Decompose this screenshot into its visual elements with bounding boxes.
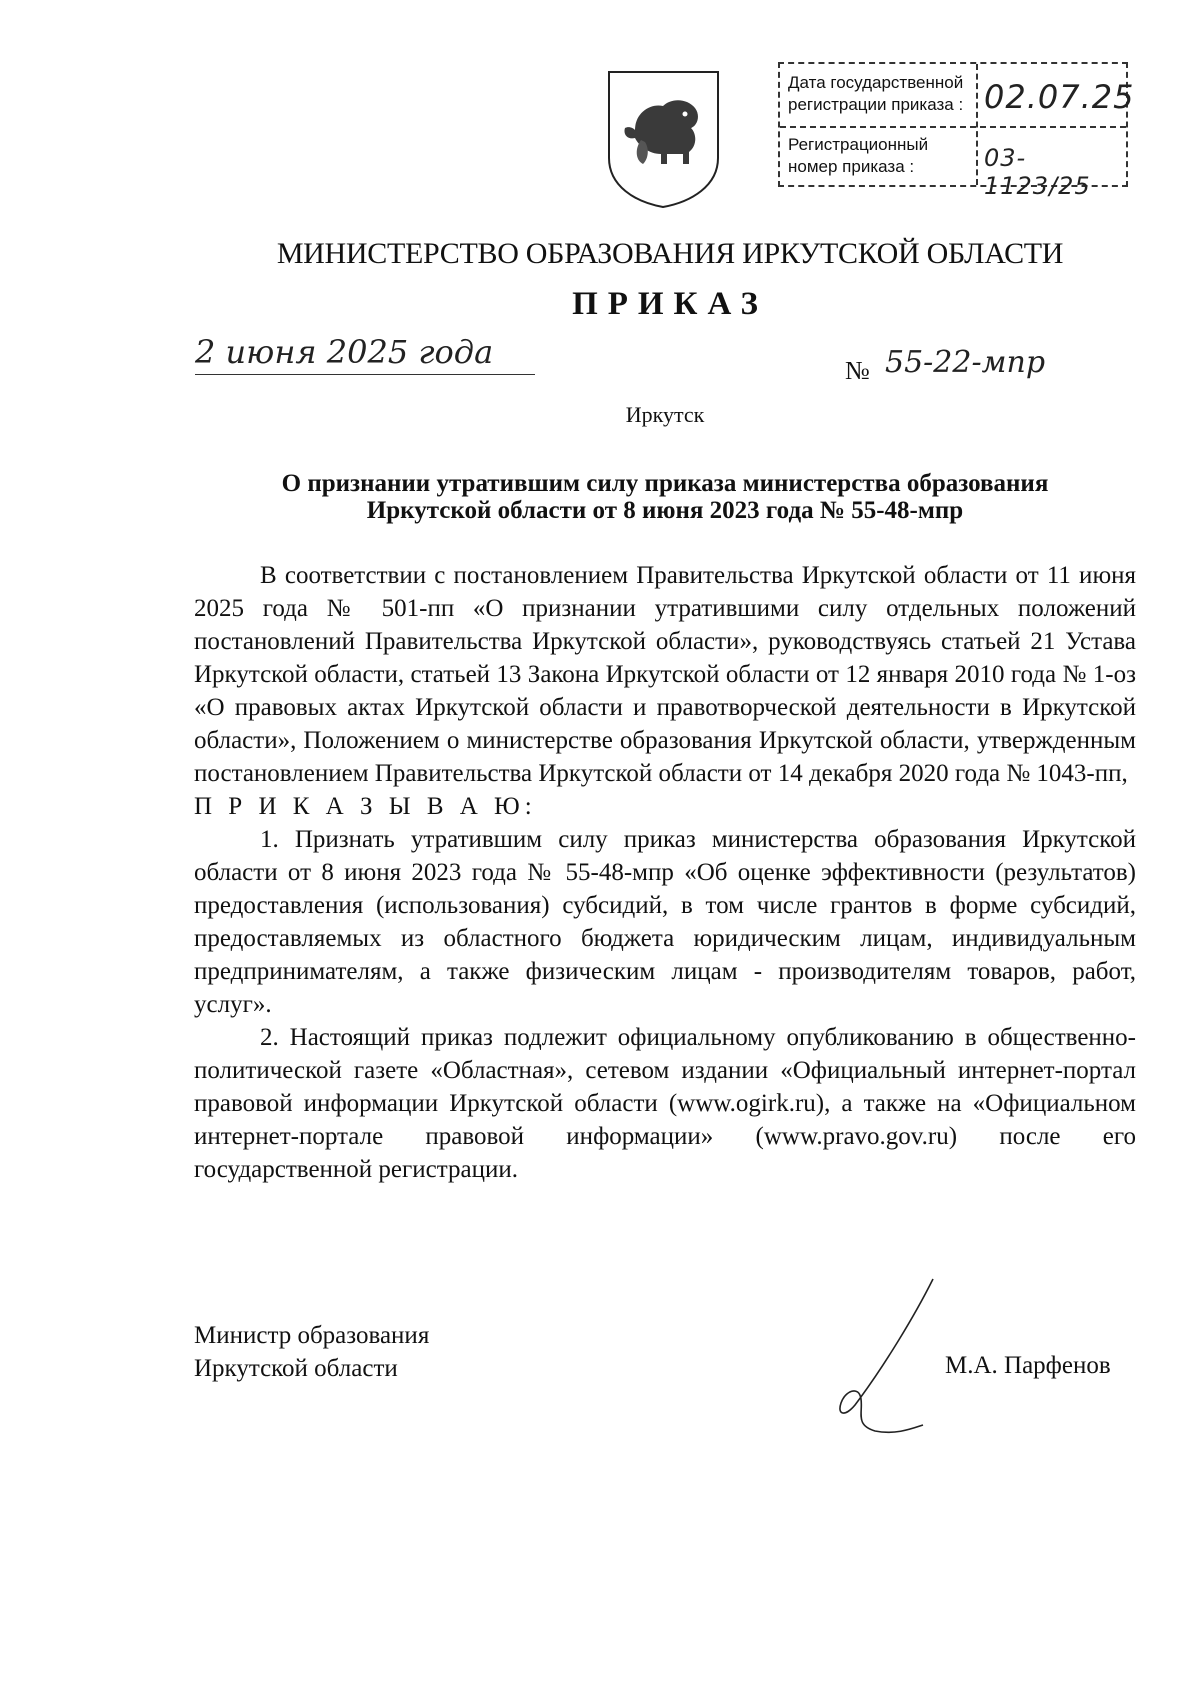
heading-line-2: Иркутской области от 8 июня 2023 года № 55-48-мпр (366, 497, 964, 524)
document-type-title: ПРИКАЗ (572, 286, 768, 322)
stamp-number-label-line2: номер приказа : (788, 157, 915, 176)
ministry-name: МИНИСТЕРСТВО ОБРАЗОВАНИЯ ИРКУТСКОЙ ОБЛАСТИ (276, 237, 1064, 270)
stamp-date-label-line1: Дата государственной (788, 73, 964, 92)
order-number-handwritten: 55-22-мпр (885, 345, 1046, 380)
stamp-date-value: 02.07.25 (984, 78, 1135, 116)
signer-name: М.А. Парфенов (945, 1352, 1111, 1379)
city-name: Иркутск (625, 402, 705, 427)
handwritten-signature (815, 1275, 965, 1435)
stamp-date-label-line2: регистрации приказа : (788, 95, 964, 114)
decree-word: П Р И К А З Ы В А Ю: (194, 793, 537, 820)
stamp-number-value: 03-1123/25 (984, 144, 1091, 200)
document-body (194, 559, 1136, 1186)
stamp-number-label-line1: Регистрационный (788, 135, 929, 154)
coat-of-arms-emblem (605, 68, 722, 209)
signer-position-line-2: Иркутской области (194, 1355, 398, 1382)
number-sign: № (845, 356, 870, 385)
item-2-paragraph: 2. Настоящий приказ подлежит официальному опубликованию в общественно-политической газете «Областная», сетевом издании «Официальный интернет-портал правовой информации Иркутской области (www.ogirk.ru), а также на «Официальном интернет-портале правовой информации» (www.pravo.gov.ru) после его государственной регистрации. (194, 1024, 1136, 1183)
signer-position (194, 1319, 429, 1385)
item-1-paragraph: 1. Признать утратившим силу приказ министерства образования Иркутской области от 8 июня 2023 года № 55-48-мпр «Об оценке эффективности (результатов) предоставления (использования) субсидий, в том числе грантов в форме субсидий, предоставляемых из областного бюджета юридическим лицам, индивидуальным предпринимателям, а также физическим лицам - производителям товаров, работ, услуг». (194, 826, 1136, 1018)
order-date-handwritten: 2 июня 2025 года (195, 333, 535, 375)
registration-stamp (778, 62, 1135, 200)
heading-line-1: О признании утратившим силу приказа министерства образования (281, 470, 1049, 497)
signer-position-line-1: Министр образования (194, 1322, 430, 1349)
document-heading (190, 470, 1140, 524)
stamp-divider-horizontal (780, 126, 1126, 128)
stamp-divider-vertical (976, 64, 978, 185)
preamble-paragraph: В соответствии с постановлением Правительства Иркутской области от 11 июня 2025 года № 501-пп «О признании утратившими силу отдельных положений постановлений Правительства Иркутской области», руководствуясь статьей 21 Устава Иркутской области, статьей 13 Закона Иркутской области от 12 января 2010 года № 1-оз «О правовых актах Иркутской области и правотворческой деятельности в Иркутской области», Положением о министерстве образования Иркутской области, утвержденным постановлением Правительства Иркутской области от 14 декабря 2020 года № 1043-пп, (194, 562, 1136, 787)
